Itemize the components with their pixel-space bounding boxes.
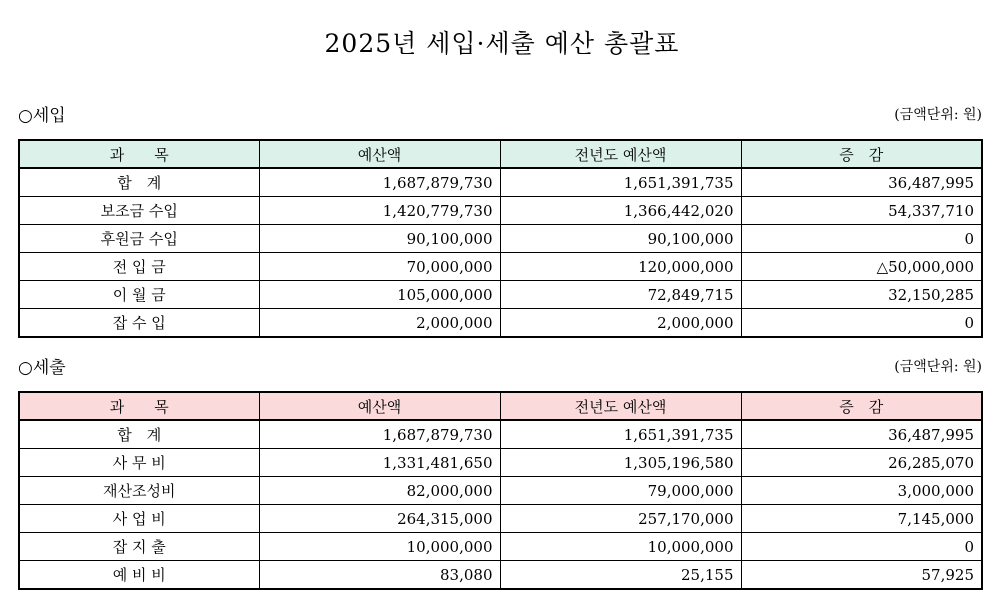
table-row [19, 477, 982, 505]
table-row [19, 225, 982, 253]
row-subject: 합 계 [19, 420, 259, 449]
row-subject: 합 계 [19, 168, 259, 197]
expense-section-label: ○세출 [18, 358, 66, 378]
row-budget: 105,000,000 [259, 281, 500, 309]
header-change: 증 감 [741, 392, 982, 420]
row-budget: 70,000,000 [259, 253, 500, 281]
row-change: 32,150,285 [741, 281, 982, 309]
page-title: 2025년 세입·세출 예산 총괄표 [324, 29, 680, 58]
row-subject: 보조금 수입 [19, 197, 259, 225]
income-header-row [19, 140, 982, 168]
row-change: 36,487,995 [741, 420, 982, 449]
row-budget: 264,315,000 [259, 505, 500, 533]
row-prev-budget: 72,849,715 [500, 281, 741, 309]
row-change: 3,000,000 [741, 477, 982, 505]
row-budget: 10,000,000 [259, 533, 500, 561]
row-prev-budget: 120,000,000 [500, 253, 741, 281]
row-prev-budget: 1,651,391,735 [500, 420, 741, 449]
row-budget: 83,080 [259, 561, 500, 590]
row-prev-budget: 90,100,000 [500, 225, 741, 253]
row-prev-budget: 257,170,000 [500, 505, 741, 533]
row-subject: 후원금 수입 [19, 225, 259, 253]
expense-section-header [18, 353, 982, 377]
table-row [19, 309, 982, 338]
table-row [19, 168, 982, 197]
row-change: 57,925 [741, 561, 982, 590]
row-prev-budget: 79,000,000 [500, 477, 741, 505]
row-subject: 재산조성비 [19, 477, 259, 505]
row-budget: 1,420,779,730 [259, 197, 500, 225]
expense-table [18, 391, 983, 590]
row-subject: 잡 지 출 [19, 533, 259, 561]
row-change: 26,285,070 [741, 449, 982, 477]
table-row [19, 281, 982, 309]
row-prev-budget: 10,000,000 [500, 533, 741, 561]
row-prev-budget: 1,305,196,580 [500, 449, 741, 477]
income-unit-label: (금액단위: 원) [894, 107, 982, 123]
expense-header-row [19, 392, 982, 420]
header-budget: 예산액 [259, 392, 500, 420]
header-change: 증 감 [741, 140, 982, 168]
row-subject: 예 비 비 [19, 561, 259, 590]
row-change: △50,000,000 [741, 253, 982, 281]
row-budget: 1,687,879,730 [259, 420, 500, 449]
table-row [19, 197, 982, 225]
row-prev-budget: 25,155 [500, 561, 741, 590]
row-change: 7,145,000 [741, 505, 982, 533]
row-prev-budget: 1,366,442,020 [500, 197, 741, 225]
row-change: 0 [741, 225, 982, 253]
row-prev-budget: 1,651,391,735 [500, 168, 741, 197]
table-row [19, 253, 982, 281]
row-change: 0 [741, 533, 982, 561]
income-section-header [18, 101, 982, 125]
row-budget: 1,687,879,730 [259, 168, 500, 197]
table-row [19, 420, 982, 449]
row-subject: 사 업 비 [19, 505, 259, 533]
row-subject: 전 입 금 [19, 253, 259, 281]
expense-unit-label: (금액단위: 원) [894, 359, 982, 375]
header-subject: 과 목 [19, 392, 259, 420]
table-row [19, 561, 982, 590]
row-budget: 1,331,481,650 [259, 449, 500, 477]
header-prev-budget: 전년도 예산액 [500, 392, 741, 420]
table-row [19, 533, 982, 561]
row-subject: 이 월 금 [19, 281, 259, 309]
income-section-label: ○세입 [18, 106, 66, 126]
header-subject: 과 목 [19, 140, 259, 168]
row-subject: 잡 수 입 [19, 309, 259, 338]
header-prev-budget: 전년도 예산액 [500, 140, 741, 168]
row-budget: 82,000,000 [259, 477, 500, 505]
row-change: 54,337,710 [741, 197, 982, 225]
table-row [19, 449, 982, 477]
row-prev-budget: 2,000,000 [500, 309, 741, 338]
header-budget: 예산액 [259, 140, 500, 168]
income-table [18, 139, 983, 338]
table-row [19, 505, 982, 533]
row-budget: 90,100,000 [259, 225, 500, 253]
row-subject: 사 무 비 [19, 449, 259, 477]
row-change: 36,487,995 [741, 168, 982, 197]
row-change: 0 [741, 309, 982, 338]
row-budget: 2,000,000 [259, 309, 500, 338]
